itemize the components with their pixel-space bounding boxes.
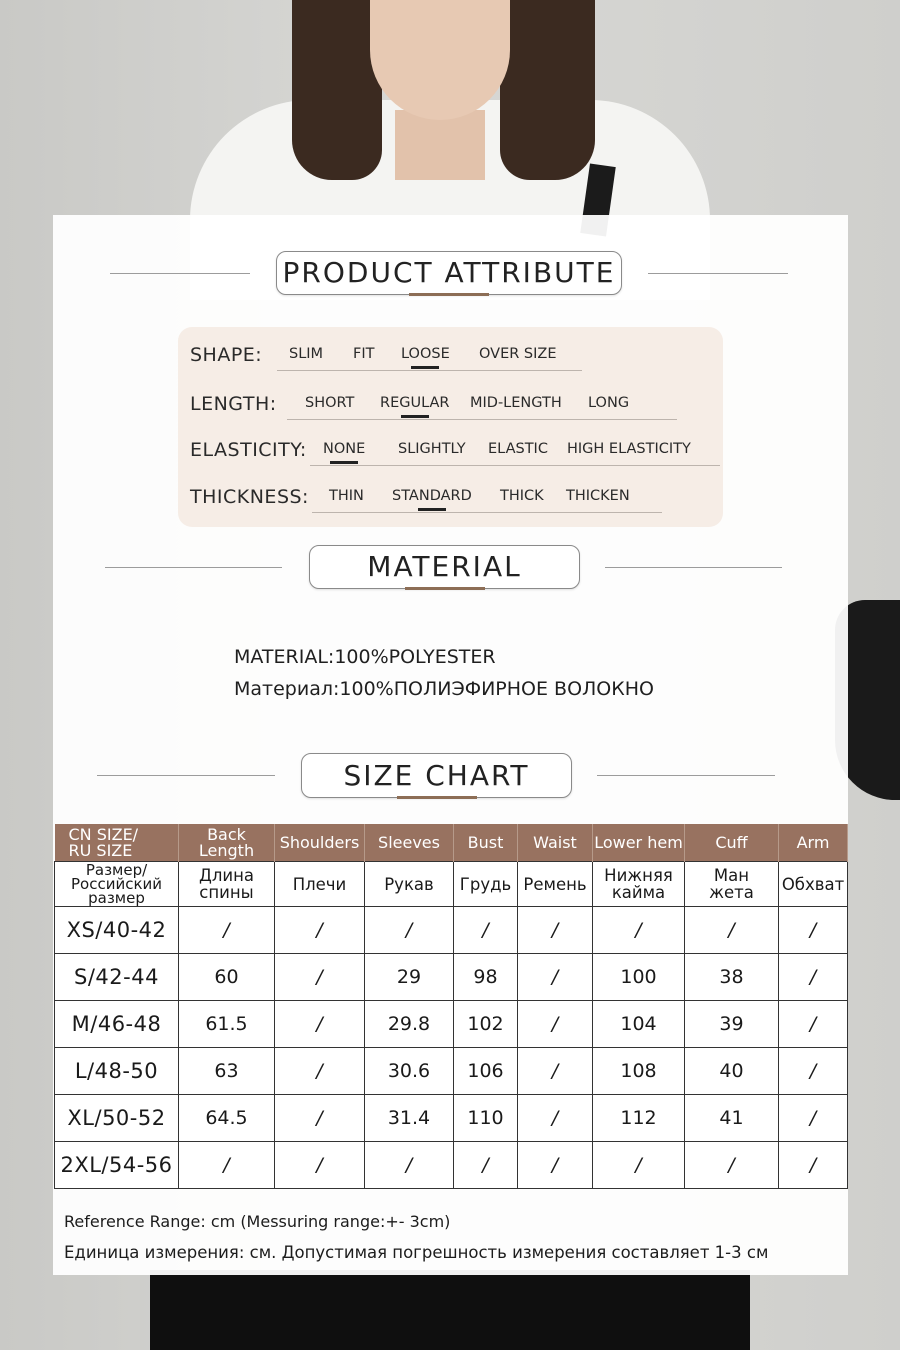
attr-row-length xyxy=(190,393,720,423)
attr-row-shape xyxy=(190,344,720,374)
size-chart-title-text: SIZE CHART xyxy=(343,759,530,792)
measurement-cell: 29 xyxy=(365,954,454,1001)
divider-line xyxy=(648,273,788,274)
attr-option: SLIM xyxy=(289,346,324,362)
attr-label: THICKNESS: xyxy=(190,486,309,508)
column-header: Lower hem xyxy=(593,824,685,862)
measurement-cell: 63 xyxy=(179,1048,275,1095)
hair-right xyxy=(500,0,595,180)
table-row xyxy=(55,907,848,954)
measurement-cell: 31.4 xyxy=(365,1095,454,1142)
measurement-cell: 102 xyxy=(454,1001,518,1048)
measurement-cell: 64.5 xyxy=(179,1095,275,1142)
attr-label: LENGTH: xyxy=(190,393,277,415)
divider-line xyxy=(597,775,775,776)
measurement-cell: / xyxy=(518,1142,593,1189)
attribute-panel xyxy=(178,327,723,527)
attr-label: ELASTICITY: xyxy=(190,439,307,461)
header-row-ru xyxy=(55,862,848,907)
material-ru: Материал:100%ПОЛИЭФИРНОЕ ВОЛОКНО xyxy=(234,678,654,700)
measurement-cell: / xyxy=(779,1095,848,1142)
measurement-cell: / xyxy=(365,907,454,954)
measurement-cell: 41 xyxy=(685,1095,779,1142)
measurement-cell: / xyxy=(779,954,848,1001)
table-row xyxy=(55,1095,848,1142)
divider-line xyxy=(105,567,282,568)
measurement-cell: 40 xyxy=(685,1048,779,1095)
measurement-cell: 104 xyxy=(593,1001,685,1048)
size-cell: M/46-48 xyxy=(55,1001,179,1048)
column-header: Arm xyxy=(779,824,848,862)
title-underline xyxy=(397,796,477,799)
divider-line xyxy=(605,567,782,568)
measurement-cell: / xyxy=(685,1142,779,1189)
measurement-cell: / xyxy=(779,1001,848,1048)
attr-option: HIGH ELASTICITY xyxy=(567,441,691,457)
attr-option: THICK xyxy=(500,488,544,504)
measurement-cell: 110 xyxy=(454,1095,518,1142)
attr-underline xyxy=(310,465,720,466)
attr-option: SLIGHTLY xyxy=(398,441,466,457)
neck xyxy=(395,110,485,180)
column-header: Waist xyxy=(518,824,593,862)
column-header: Cuff xyxy=(685,824,779,862)
table-row xyxy=(55,1001,848,1048)
attr-option: ELASTIC xyxy=(488,441,548,457)
hair-left xyxy=(292,0,382,180)
attr-option: THICKEN xyxy=(566,488,630,504)
product-attribute-title xyxy=(276,251,622,295)
measurement-cell: 112 xyxy=(593,1095,685,1142)
header-row-en xyxy=(55,824,848,862)
measurement-cell: 29.8 xyxy=(365,1001,454,1048)
measurement-cell: / xyxy=(779,1142,848,1189)
size-cell: XL/50-52 xyxy=(55,1095,179,1142)
measurement-cell: / xyxy=(518,1001,593,1048)
column-header-ru: Ремень xyxy=(518,862,593,907)
table-row xyxy=(55,1142,848,1189)
column-header: CN SIZE/ RU SIZE xyxy=(55,824,179,862)
column-header: Bust xyxy=(454,824,518,862)
measurement-cell: 38 xyxy=(685,954,779,1001)
attr-option: OVER SIZE xyxy=(479,346,557,362)
table-row xyxy=(55,1048,848,1095)
title-underline xyxy=(409,293,489,296)
divider-line xyxy=(97,775,275,776)
attr-option: MID-LENGTH xyxy=(470,395,562,411)
measurement-cell: / xyxy=(779,907,848,954)
attr-option: LONG xyxy=(588,395,630,411)
column-header-ru: Ман жета xyxy=(685,862,779,907)
column-header-ru: Плечи xyxy=(275,862,365,907)
measurement-cell: / xyxy=(275,1142,365,1189)
measurement-cell: / xyxy=(685,907,779,954)
attr-underline xyxy=(277,370,582,371)
black-pants xyxy=(150,1270,750,1350)
measurement-cell: / xyxy=(454,1142,518,1189)
measurement-cell: / xyxy=(518,907,593,954)
measurement-cell: / xyxy=(275,954,365,1001)
measurement-cell: / xyxy=(518,1095,593,1142)
attr-option-selected: NONE xyxy=(323,441,366,457)
column-header-ru: Нижняя кайма xyxy=(593,862,685,907)
measurement-cell: 106 xyxy=(454,1048,518,1095)
size-cell: S/42-44 xyxy=(55,954,179,1001)
attr-row-thickness xyxy=(190,486,720,516)
measurement-cell: / xyxy=(179,1142,275,1189)
measurement-cell: 60 xyxy=(179,954,275,1001)
measurement-cell: 100 xyxy=(593,954,685,1001)
note-ru: Единица измерения: см. Допустимая погрешность измерения составляет 1-3 см xyxy=(64,1243,769,1262)
attr-option-selected: STANDARD xyxy=(392,488,472,504)
column-header: Shoulders xyxy=(275,824,365,862)
info-card xyxy=(53,215,848,1275)
table-row xyxy=(55,954,848,1001)
measurement-cell: / xyxy=(275,907,365,954)
attr-option-selected: LOOSE xyxy=(401,346,450,362)
column-header: Back Length xyxy=(179,824,275,862)
measurement-cell: / xyxy=(518,1048,593,1095)
column-header-ru: Грудь xyxy=(454,862,518,907)
measurement-cell: / xyxy=(454,907,518,954)
measurement-cell: / xyxy=(275,1095,365,1142)
material-en: MATERIAL:100%POLYESTER xyxy=(234,646,496,668)
attr-label: SHAPE: xyxy=(190,344,263,366)
attr-option: SHORT xyxy=(305,395,355,411)
size-chart-title xyxy=(301,753,572,798)
measurement-cell: / xyxy=(275,1001,365,1048)
measurement-cell: / xyxy=(593,907,685,954)
column-header-ru: Длина спины xyxy=(179,862,275,907)
measurement-cell: 108 xyxy=(593,1048,685,1095)
column-header-ru: Рукав xyxy=(365,862,454,907)
material-title xyxy=(309,545,580,589)
measurement-cell: / xyxy=(365,1142,454,1189)
material-title-text: MATERIAL xyxy=(367,550,522,583)
measurement-cell: 61.5 xyxy=(179,1001,275,1048)
measurement-cell: / xyxy=(779,1048,848,1095)
measurement-cell: / xyxy=(518,954,593,1001)
attr-row-elasticity xyxy=(190,439,720,469)
measurement-cell: / xyxy=(593,1142,685,1189)
size-chart-table xyxy=(54,824,848,1189)
measurement-cell: 39 xyxy=(685,1001,779,1048)
size-cell: 2XL/54-56 xyxy=(55,1142,179,1189)
attr-option: THIN xyxy=(329,488,364,504)
column-header: Sleeves xyxy=(365,824,454,862)
attr-underline xyxy=(287,419,677,420)
measurement-cell: 30.6 xyxy=(365,1048,454,1095)
measurement-cell: 98 xyxy=(454,954,518,1001)
column-header-ru: Обхват xyxy=(779,862,848,907)
attr-option: FIT xyxy=(353,346,375,362)
divider-line xyxy=(110,273,250,274)
attr-option-selected: REGULAR xyxy=(380,395,450,411)
measurement-cell: / xyxy=(275,1048,365,1095)
note-en: Reference Range: cm (Messuring range:+- 3cm) xyxy=(64,1212,451,1231)
attr-underline xyxy=(312,512,662,513)
measurement-cell: / xyxy=(179,907,275,954)
column-header-ru: Размер/ Российский размер xyxy=(55,862,179,907)
size-cell: XS/40-42 xyxy=(55,907,179,954)
title-underline xyxy=(405,587,485,590)
product-attribute-title-text: PRODUCT ATTRIBUTE xyxy=(282,256,616,289)
size-cell: L/48-50 xyxy=(55,1048,179,1095)
